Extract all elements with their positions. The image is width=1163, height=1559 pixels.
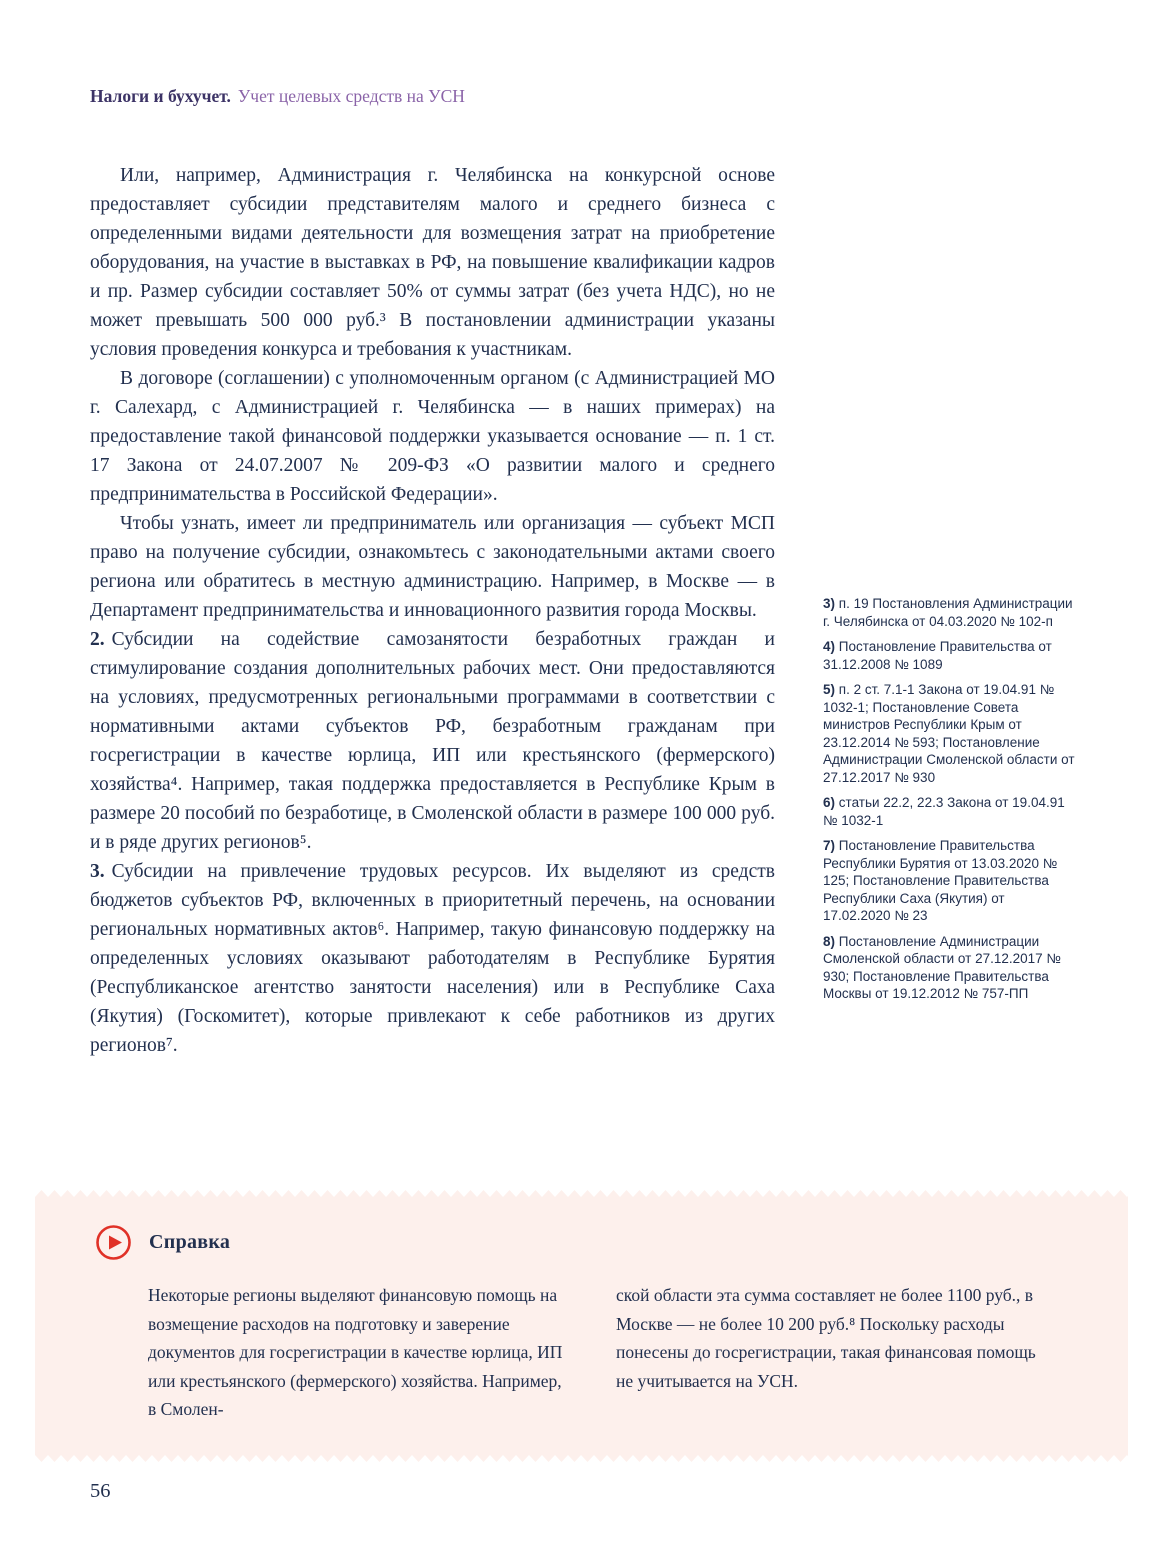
running-head-subtitle: Учет целевых средств на УСН — [237, 86, 465, 106]
sidebar-footnotes — [823, 161, 1075, 1011]
spravka-title: Справка — [149, 1231, 231, 1253]
paragraph-text: Субсидии на содействие самозанятости безработных граждан и стимулирование создания дополнительных рабочих мест. Они предоставляются на условиях, предусмотренных региональными программами в соответствии с нормативными актами субъектов РФ, безработным гражданам при госрегистрации в качестве юрлица, ИП или крестьянского (фермерского) хозяйства⁴. Например, такая поддержка предоставляется в Республике Крым в размере 20 пособий по безработице, в Смоленской области в размере 100 000 руб. и в ряде других регионов⁵. — [90, 629, 775, 853]
paragraph-number: 3. — [90, 861, 105, 882]
footnote-text: п. 19 Постановления Администрации г. Челябинска от 04.03.2020 № 102-п — [823, 596, 1073, 629]
paragraph — [90, 625, 775, 857]
content-area — [90, 161, 1075, 1060]
footnote — [823, 681, 1075, 786]
paragraph: В договоре (соглашении) с уполномоченным органом (с Администрацией МО г. Салехард, с Администрацией г. Челябинска — в наших примерах) на предоставление такой финансовой поддержки указывается основание — п. 1 ст. 17 Закона от 24.07.2007 № 209-ФЗ «О развитии малого и среднего предпринимательства в Российской Федерации». — [90, 368, 775, 505]
footnote — [823, 794, 1075, 829]
article-column — [90, 161, 775, 1060]
zigzag-edge-top — [35, 1190, 1128, 1197]
paragraph: Или, например, Администрация г. Челябинска на конкурсной основе предоставляет субсидии представителям малого и среднего бизнеса с определенными видами деятельности для возмещения затрат на приобретение оборудования, на участие в выставках в РФ, на повышение квалификации кадров и пр. Размер субсидии составляет 50% от суммы затрат (без учета НДС), но не может превышать 500 000 руб.³ В постановлении администрации указаны условия проведения конкурса и требования к участникам. — [90, 165, 775, 360]
spravka-column-left: Некоторые регионы выделяют финансовую помощь на возмещение расходов на подготовку и заверение документов для госрегистрации в качестве юрлица, ИП или крестьянского (фермерского) хозяйства. Например, в Смолен- — [148, 1285, 563, 1419]
footnote-number: 4) — [823, 639, 836, 654]
zigzag-edge-bottom — [35, 1455, 1128, 1462]
spravka-columns — [148, 1281, 1038, 1424]
paragraph — [90, 857, 775, 1060]
footnote-text: статьи 22.2, 22.3 Закона от 19.04.91 № 1032-1 — [823, 795, 1065, 828]
spravka-box — [35, 1190, 1128, 1462]
footnote-number: 8) — [823, 933, 836, 949]
page-number: 56 — [90, 1480, 111, 1502]
footnote-text: Постановление Администрации Смоленской области от 27.12.2017 № 930; Постановление Правительства Москвы от 19.12.2012 № 757-ПП — [823, 933, 1061, 1001]
play-icon — [95, 1224, 132, 1261]
footnote — [823, 933, 1075, 1003]
running-head — [90, 85, 465, 107]
footnote-text: Постановление Правительства от 31.12.2008 № 1089 — [823, 639, 1052, 672]
footnote-text: п. 2 ст. 7.1-1 Закона от 19.04.91 № 1032-1; Постановление Совета министров Республики Крым от 23.12.2014 № 593; Постановление Администрации Смоленской области от 27.12.2017 № 930 — [823, 682, 1075, 785]
spravka-header — [95, 1224, 1038, 1261]
spravka-body — [35, 1197, 1128, 1455]
footnote — [823, 837, 1075, 925]
running-head-section: Налоги и бухучет. — [90, 86, 231, 106]
paragraph-text: Субсидии на привлечение трудовых ресурсов. Их выделяют из средств бюджетов субъектов РФ, включенных в приоритетный перечень, на основании региональных нормативных актов⁶. Например, такую финансовую поддержку на определенных условиях оказывают работодателям в Республике Бурятия (Республиканское агентство занятости населения) или в Республике Саха (Якутия) (Госкомитет), которые привлекают к себе работников из других регионов⁷. — [90, 861, 775, 1056]
footnote-number: 7) — [823, 838, 836, 853]
spravka-column-right: ской области эта сумма составляет не более 1100 руб., в Москве — не более 10 200 руб.⁸ Поскольку расходы понесены до госрегистрации, такая финансовая помощь не учитывается на УСН. — [616, 1285, 1036, 1391]
footnote — [823, 638, 1075, 673]
footnote-text: Постановление Правительства Республики Бурятия от 13.03.2020 № 125; Постановление Правительства Республики Саха (Якутия) от 17.02.2020 № 23 — [823, 838, 1058, 923]
paragraph-number: 2. — [90, 629, 105, 650]
paragraph: Чтобы узнать, имеет ли предприниматель или организация — субъект МСП право на получение субсидии, ознакомьтесь с законодательными актами своего региона или обратитесь в местную администрацию. Например, в Москве — в Департамент предпринимательства и инновационного развития города Москвы. — [90, 513, 775, 621]
footnote-number: 6) — [823, 795, 836, 810]
footnote — [823, 595, 1075, 630]
footnote-number: 3) — [823, 596, 836, 611]
footnote-number: 5) — [823, 682, 836, 697]
